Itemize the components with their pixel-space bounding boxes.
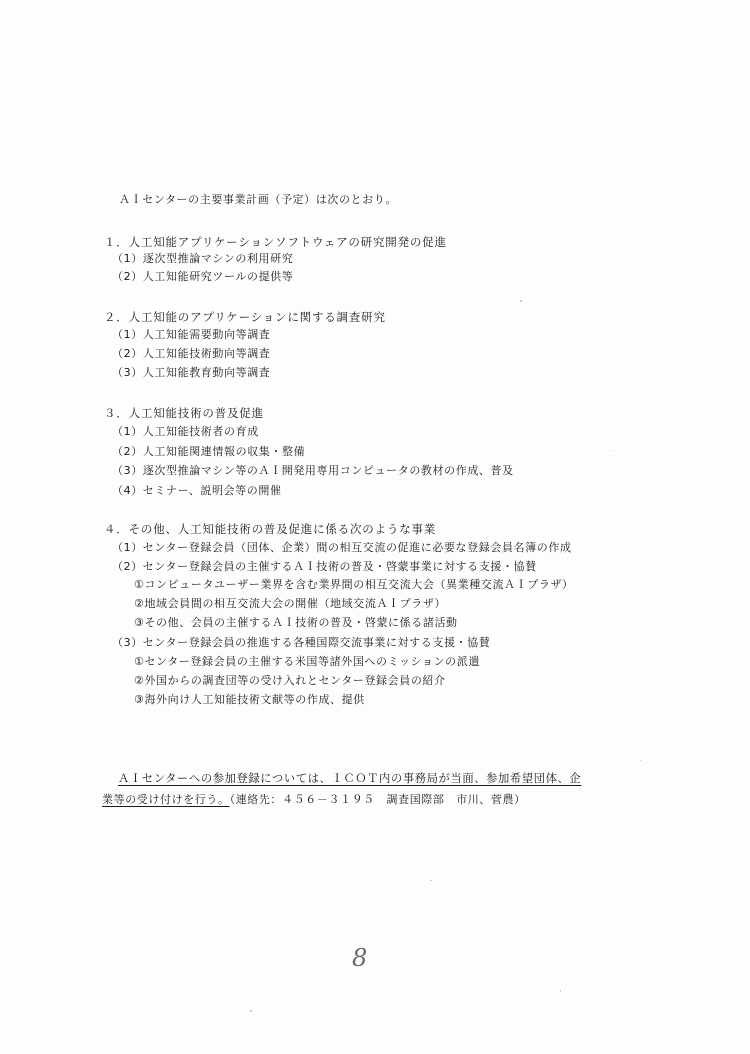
section-2-item-1: （1）人工知能需要動向等調査 xyxy=(112,328,271,341)
intro-text: ＡＩセンターの主要事業計画（予定）は次のとおり。 xyxy=(119,193,397,206)
scan-speck xyxy=(560,990,561,992)
section-4-item-2: （2）センター登録会員の主催するＡＩ技術の普及・啓蒙事業に対する支援・協賛 xyxy=(112,560,537,573)
section-4-subitem-2-2: ②地域会員間の相互交流大会の開催（地域交流ＡＩプラザ） xyxy=(134,597,447,610)
section-1-heading: １．人工知能アプリケーションソフトウェアの研究開発の促進 xyxy=(104,235,447,249)
handwritten-page-number: 8 xyxy=(352,944,368,972)
contact-info: （連絡先：４５６－３１９５ 調査国際部 市川、菅農） xyxy=(229,793,526,806)
scan-speck xyxy=(610,450,611,451)
section-4-subitem-2-3: ③その他、会員の主催するＡＩ技術の普及・啓蒙に係る諸活動 xyxy=(134,616,458,629)
section-3-item-4: （4）セミナー、説明会等の開催 xyxy=(112,484,282,497)
section-3-item-1: （1）人工知能技術者の育成 xyxy=(112,425,259,438)
section-4-subitem-3-1: ①センター登録会員の主催する米国等諸外国へのミッションの派遣 xyxy=(134,655,480,668)
section-2-item-2: （2）人工知能技術動向等調査 xyxy=(112,347,271,360)
section-4-subitem-3-2: ②外国からの調査団等の受け入れとセンター登録会員の紹介 xyxy=(134,674,446,687)
section-4-heading: ４．その他、人工知能技術の普及促進に係る次のような事業 xyxy=(104,522,437,536)
closing-underlined-text: 業等の受け付けを行う。 xyxy=(102,793,230,806)
scan-speck xyxy=(430,880,432,881)
section-3-item-2: （2）人工知能関連情報の収集・整備 xyxy=(112,445,306,458)
section-1-item-1: （1）逐次型推論マシンの利用研究 xyxy=(112,252,294,265)
scan-speck xyxy=(520,300,522,302)
section-4-item-3: （3）センター登録会員の推進する各種国際交流事業に対する支援・協賛 xyxy=(112,636,491,649)
section-4-subitem-3-3: ③海外向け人工知能技術文献等の作成、提供 xyxy=(134,693,365,706)
scan-speck xyxy=(640,760,641,761)
section-4-subitem-2-1: ①コンピュータユーザー業界を含む業界間の相互交流大会（異業種交流ＡＩプラザ） xyxy=(134,578,574,591)
closing-line-1: ＡＩセンターへの参加登録については、ＩＣＯＴ内の事務局が当面、参加希望団体、企 xyxy=(118,772,582,785)
closing-line-2 xyxy=(102,793,526,807)
scan-speck xyxy=(250,1010,252,1012)
section-2-item-3: （3）人工知能教育動向等調査 xyxy=(112,366,271,379)
section-2-heading: ２．人工知能のアプリケーションに関する調査研究 xyxy=(104,310,386,324)
section-3-item-3: （3）逐次型推論マシン等のＡＩ開発用専用コンピュータの教材の作成、普及 xyxy=(112,464,514,477)
section-1-item-2: （2）人工知能研究ツールの提供等 xyxy=(112,270,294,283)
section-3-heading: ３．人工知能技術の普及促進 xyxy=(104,406,264,420)
section-4-item-1: （1）センター登録会員（団体、企業）間の相互交流の促進に必要な登録会員名簿の作成 xyxy=(112,541,572,554)
